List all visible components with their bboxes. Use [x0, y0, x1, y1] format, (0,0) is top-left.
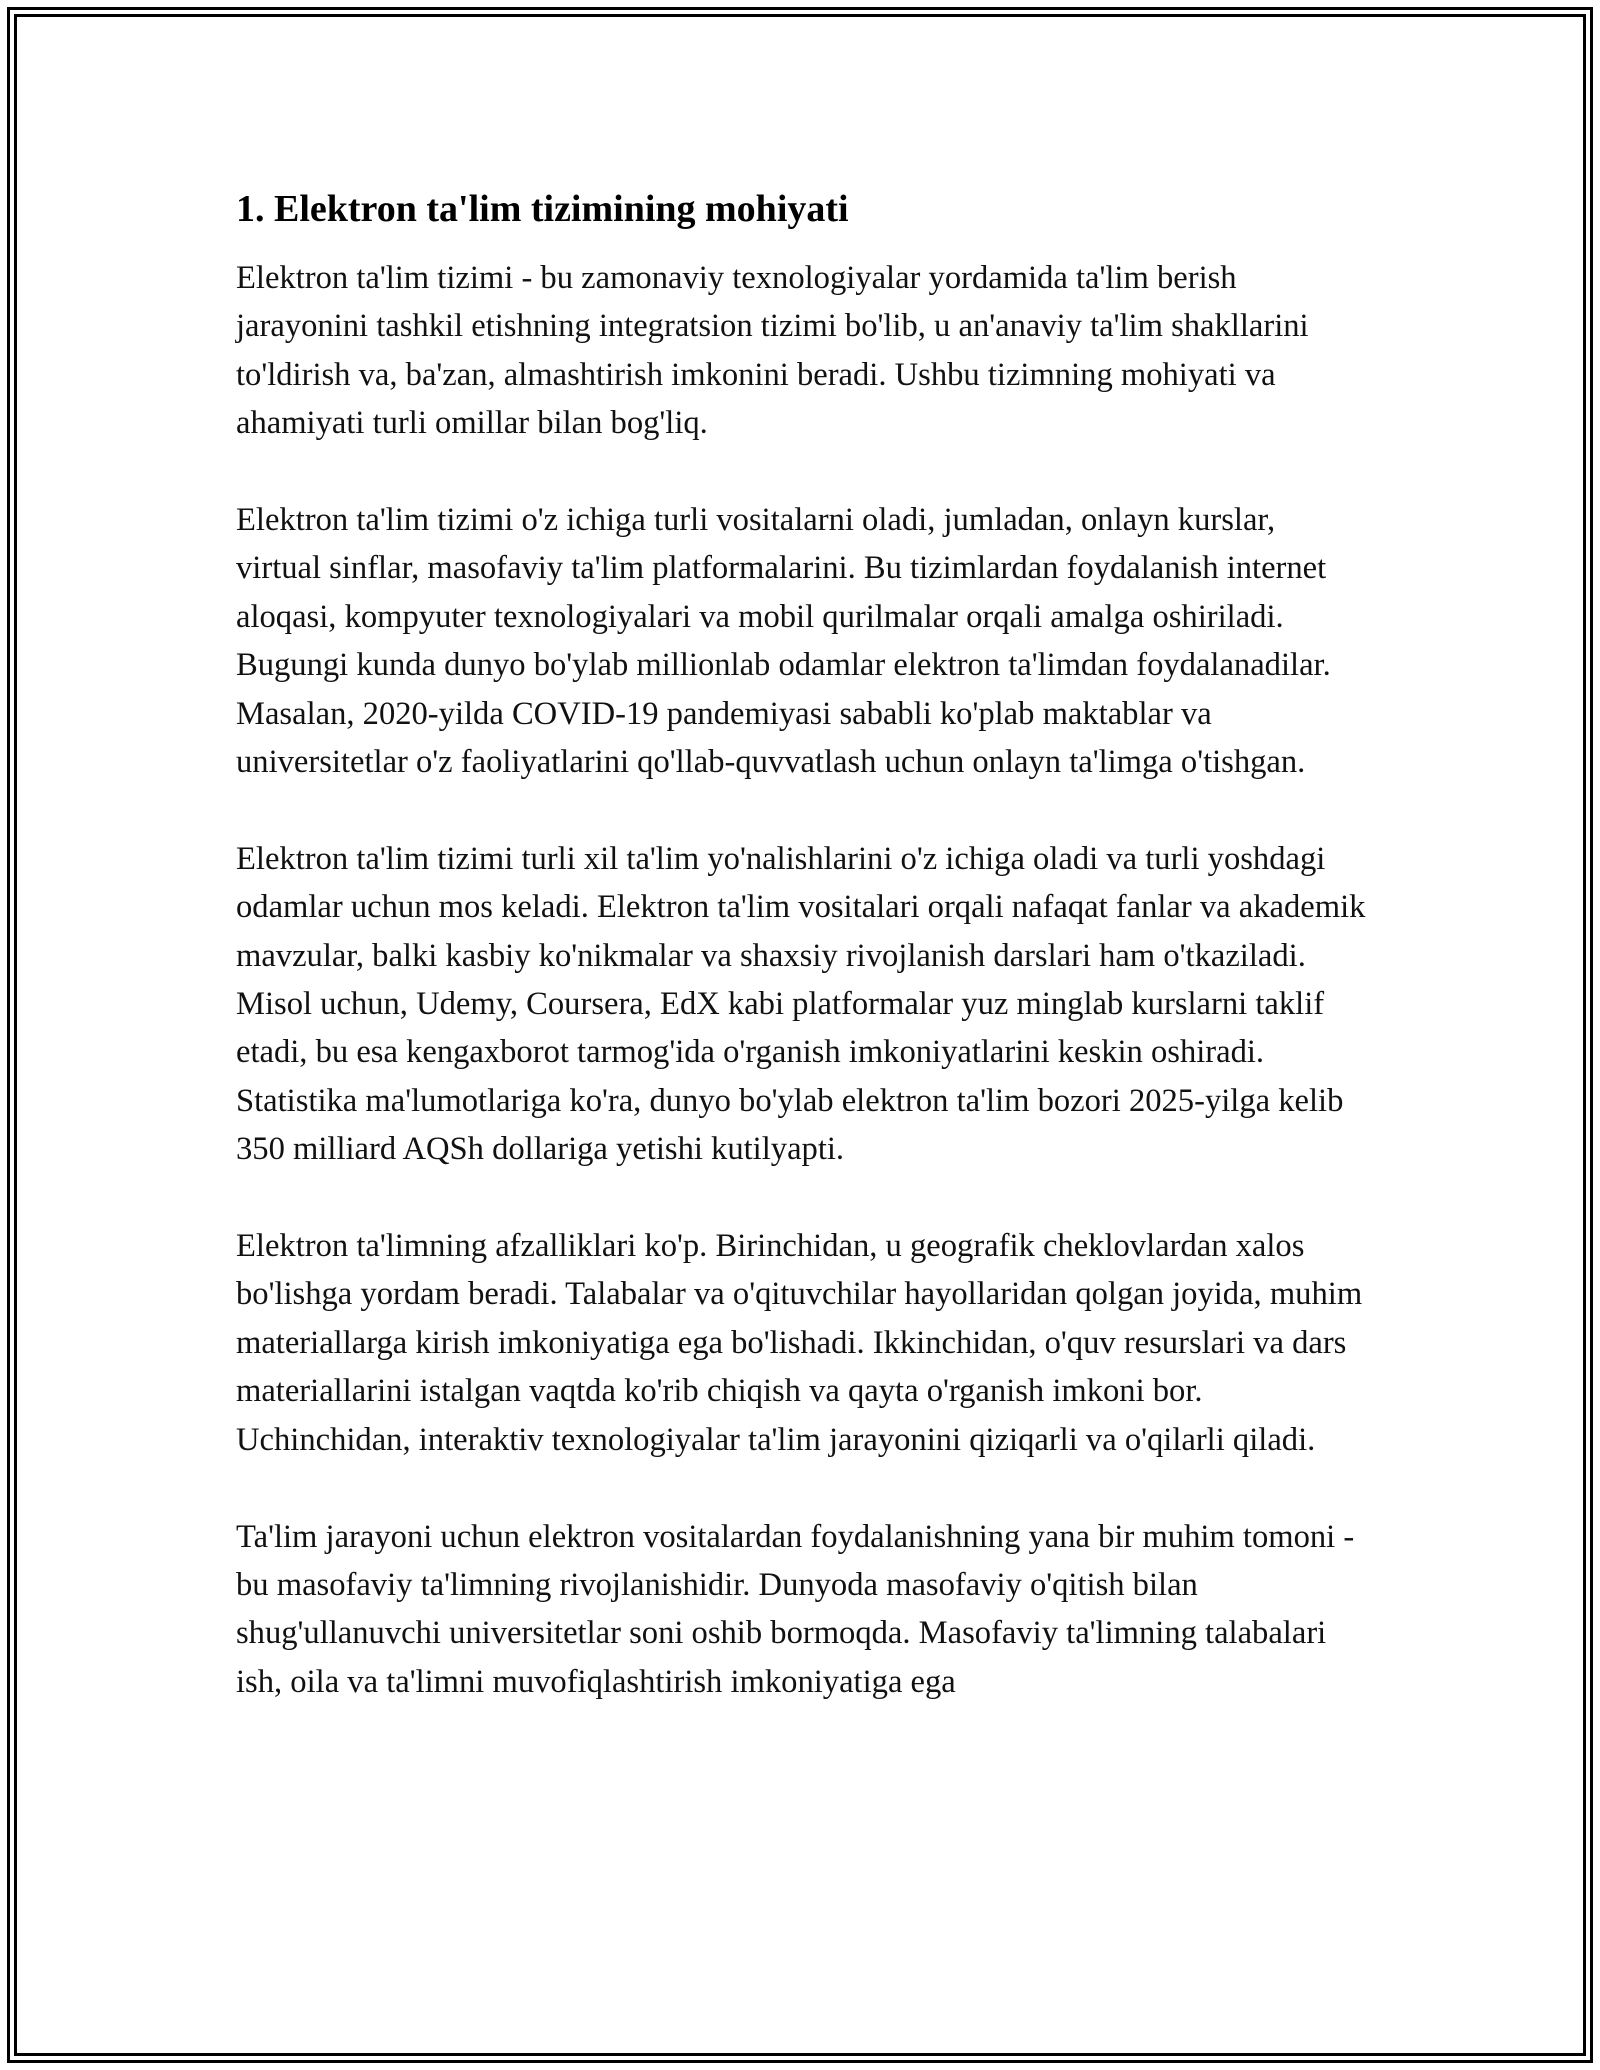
paragraph-5: Ta'lim jarayoni uchun elektron vositalardan foydalanishning yana bir muhim tomoni - bu masofaviy ta'limning rivojlanishidir. Dunyoda masofaviy o'qitish bilan shug'ullanuvchi universitetlar soni oshib bormoqda. Masofaviy ta'limning talabalari ish, oila va ta'limni muvofiqlashtirish imkoniyatiga ega: [236, 1518, 1355, 1700]
paragraph-3: Elektron ta'lim tizimi turli xil ta'lim yo'nalishlarini o'z ichiga oladi va turli yoshdagi odamlar uchun mos keladi. Elektron ta'lim vositalari orqali nafaqat fanlar va akademik mavzular, balki kasbiy ko'nikmalar va shaxsiy rivojlanish darslari ham o'tkaziladi. Misol uchun, Udemy, Coursera, EdX kabi platformalar yuz minglab kurslarni taklif etadi, bu esa kengaxborot tarmog'ida o'rganish imkoniyatlarini keskin oshiradi. Statistika ma'lumotlariga ko'ra, dunyo bo'ylab elektron ta'lim bozori 2025-yilga kelib 350 milliard AQSh dollariga yetishi kutilyapti.: [236, 840, 1366, 1168]
paragraph-2: Elektron ta'lim tizimi o'z ichiga turli vositalarni oladi, jumladan, onlayn kurslar, virtual sinflar, masofaviy ta'lim platformalarini. Bu tizimlardan foydalanish internet aloqasi, kompyuter texnologiyalari va mobil qurilmalar orqali amalga oshiriladi. Bugungi kunda dunyo bo'ylab millionlab odamlar elektron ta'limdan foydalanadilar. Masalan, 2020-yilda COVID-19 pandemiyasi sababli ko'plab maktablar va universitetlar o'z faoliyatlarini qo'llab-quvvatlash uchun onlayn ta'limga o'tishgan.: [236, 502, 1331, 781]
document-body: [236, 186, 1366, 1755]
paragraph-1: Elektron ta'lim tizimi - bu zamonaviy texnologiyalar yordamida ta'lim berish jarayonini tashkil etishning integratsion tizimi bo'lib, u an'anaviy ta'lim shakllarini to'ldirish va, ba'zan, almashtirish imkonini beradi. Ushbu tizimning mohiyati va ahamiyati turli omillar bilan bog'liq.: [236, 260, 1309, 442]
paragraph-4: Elektron ta'limning afzalliklari ko'p. Birinchidan, u geografik cheklovlardan xalos bo'lishga yordam beradi. Talabalar va o'qituvchilar hayollaridan qolgan joyida, muhim materiallarga kirish imkoniyatiga ega bo'lishadi. Ikkinchidan, o'quv resurslari va dars materiallarini istalgan vaqtda ko'rib chiqish va qayta o'rganish imkoni bor. Uchinchidan, interaktiv texnologiyalar ta'lim jarayonini qiziqarli va o'qilarli qiladi.: [236, 1228, 1363, 1458]
section-title: 1. Elektron ta'lim tizimining mohiyati: [236, 188, 849, 230]
